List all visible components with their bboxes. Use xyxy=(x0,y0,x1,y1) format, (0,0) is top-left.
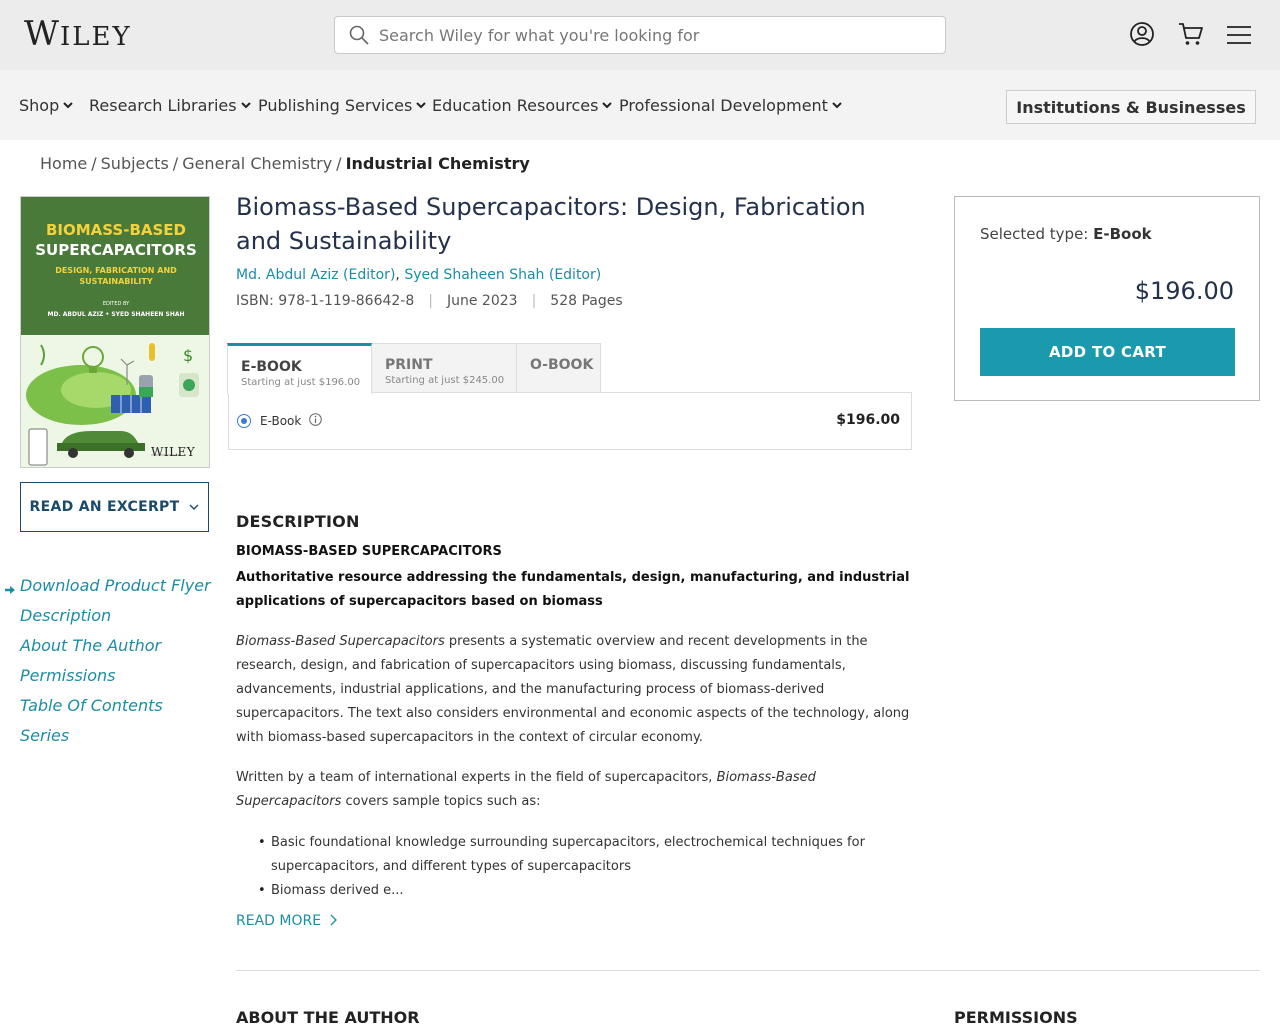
link-permissions[interactable]: Permissions xyxy=(20,666,116,685)
description-bullets xyxy=(256,831,896,903)
editor-separator: , xyxy=(395,267,400,283)
chevron-down-icon xyxy=(832,100,842,110)
description-heading: DESCRIPTION xyxy=(236,512,360,531)
user-circle-icon[interactable] xyxy=(1128,20,1156,48)
permissions-heading: PERMISSIONS xyxy=(954,1008,1078,1024)
breadcrumb-general-chemistry[interactable]: General Chemistry xyxy=(182,154,333,173)
nav-label: Publishing Services xyxy=(258,96,413,115)
chevron-down-icon xyxy=(63,100,73,110)
breadcrumb-subjects[interactable]: Subjects xyxy=(100,154,169,173)
cover-authors: MD. ABDUL AZIZ • SYED SHAHEEN SHAH xyxy=(47,311,185,318)
read-excerpt-button[interactable] xyxy=(20,482,209,532)
cover-edited-by: EDITED BY xyxy=(102,301,130,307)
hamburger-menu-icon[interactable] xyxy=(1226,20,1254,48)
breadcrumb-separator: / xyxy=(172,154,179,173)
logo-first-letter: W xyxy=(24,14,60,54)
wiley-logo[interactable] xyxy=(24,14,132,54)
side-nav-links xyxy=(20,574,211,754)
link-about-the-author[interactable]: About The Author xyxy=(20,636,162,655)
selected-type-value: E-Book xyxy=(1093,225,1152,243)
cover-title-line2: SUPERCAPACITORS xyxy=(35,241,197,259)
editor-link[interactable]: Md. Abdul Aziz (Editor) xyxy=(236,267,396,283)
tab-label: E-BOOK xyxy=(241,359,302,375)
selected-type xyxy=(980,225,1152,243)
cover-subtitle: DESIGN, FABRICATION AND SUSTAINABILITY xyxy=(55,266,177,286)
book-cover[interactable] xyxy=(20,196,210,468)
arrow-right-icon xyxy=(4,584,16,596)
main-nav xyxy=(0,70,1280,140)
chevron-down-icon xyxy=(602,100,612,110)
page-count: 528 Pages xyxy=(550,293,623,309)
chevron-down-icon xyxy=(416,100,426,110)
cover-title-line1: BIOMASS-BASED xyxy=(45,221,186,239)
isbn: ISBN: 978-1-119-86642-8 xyxy=(236,293,415,309)
section-divider xyxy=(236,970,1260,971)
breadcrumb-separator: / xyxy=(336,154,342,173)
read-more-label: READ MORE xyxy=(236,913,322,929)
paragraph-text: presents a systematic overview and recent developments in the research, design, and fabrication of supercapacitors using biomass, discussing fundamentals, advancements, industrial applications, and the manufacturing process of biomass-derived supercapacitors. The text also considers environmental and economic aspects of the technology, along with biomass-based supercapacitors in the context of circular economy. xyxy=(236,634,910,745)
cover-publisher-logo: WILEY xyxy=(151,445,196,459)
nav-label: Professional Development xyxy=(619,96,828,115)
panel-price: $196.00 xyxy=(1134,277,1234,305)
paragraph-text: covers sample topics such as: xyxy=(341,794,541,809)
format-option-price: $196.00 xyxy=(836,412,900,428)
top-bar xyxy=(0,0,1280,70)
meta-separator: | xyxy=(428,293,433,309)
svg-text:$: $ xyxy=(183,346,194,365)
about-author-heading: ABOUT THE AUTHOR xyxy=(236,1008,420,1024)
description-paragraph xyxy=(236,766,916,814)
description-paragraph xyxy=(236,630,916,750)
read-more-link[interactable] xyxy=(236,913,337,929)
description-caps-title: BIOMASS-BASED SUPERCAPACITORS xyxy=(236,544,502,559)
list-item: • Basic foundational knowledge surrounding supercapacitors, electrochemical techniques for supercapacitors, and different types of supercapacitors xyxy=(256,831,896,879)
tab-label: O-BOOK xyxy=(530,357,594,373)
cart-icon[interactable] xyxy=(1177,20,1205,48)
format-option-box xyxy=(228,392,912,450)
nav-label: Education Resources xyxy=(432,96,599,115)
chevron-down-icon xyxy=(241,100,251,110)
product-editors xyxy=(236,267,601,283)
nav-professional-development[interactable] xyxy=(619,96,842,115)
nav-label: Research Libraries xyxy=(89,96,237,115)
search-icon[interactable] xyxy=(349,25,369,45)
info-icon[interactable] xyxy=(309,413,322,426)
meta-separator: | xyxy=(531,293,537,309)
book-title-italic: Biomass-Based Supercapacitors xyxy=(236,634,445,649)
nav-education-resources[interactable] xyxy=(432,96,612,115)
breadcrumb-separator: / xyxy=(91,154,97,173)
institutions-businesses-button[interactable]: Institutions & Businesses xyxy=(1006,90,1256,124)
chevron-right-icon xyxy=(329,914,337,926)
read-excerpt-label: READ AN EXCERPT xyxy=(29,499,180,515)
link-series[interactable]: Series xyxy=(20,726,70,745)
nav-shop[interactable] xyxy=(19,96,73,115)
search-input[interactable] xyxy=(379,22,929,48)
nav-label: Shop xyxy=(19,96,60,115)
breadcrumb-home[interactable]: Home xyxy=(40,154,88,173)
chevron-down-icon xyxy=(189,503,199,511)
tab-label: PRINT xyxy=(385,357,433,373)
format-radio[interactable] xyxy=(237,414,251,428)
publication-date: June 2023 xyxy=(446,293,518,309)
add-to-cart-button[interactable]: ADD TO CART xyxy=(980,328,1235,376)
tab-print[interactable] xyxy=(371,343,517,393)
link-table-of-contents[interactable]: Table Of Contents xyxy=(20,696,163,715)
book-title-italic: Biomass-Based Supercapacitors xyxy=(236,770,816,809)
nav-publishing-services[interactable] xyxy=(258,96,426,115)
link-description[interactable]: Description xyxy=(20,606,112,625)
breadcrumb xyxy=(40,154,530,173)
paragraph-text: Written by a team of international experts in the field of supercapacitors, xyxy=(236,770,717,785)
description-lead: Authoritative resource addressing the fundamentals, design, manufacturing, and industrial applications of supercapacitors based on biomass xyxy=(236,570,910,609)
tab-e-book[interactable] xyxy=(227,343,372,394)
nav-research-libraries[interactable] xyxy=(89,96,251,115)
tab-starting-price: Starting at just $245.00 xyxy=(385,375,505,386)
list-item: • Biomass derived e... xyxy=(256,879,896,903)
purchase-panel xyxy=(954,196,1260,401)
editor-link[interactable]: Syed Shaheen Shah (Editor) xyxy=(404,267,602,283)
tab-o-book[interactable] xyxy=(516,343,601,393)
product-title: Biomass-Based Supercapacitors: Design, Fabrication and Sustainability xyxy=(236,193,866,255)
search-box xyxy=(334,16,946,54)
link-download-product-flyer[interactable]: Download Product Flyer xyxy=(20,576,211,595)
selected-type-prefix: Selected type: xyxy=(980,225,1094,243)
product-meta xyxy=(236,293,623,309)
logo-rest: ILEY xyxy=(59,22,132,52)
format-option-label: E-Book xyxy=(260,414,302,428)
tab-starting-price: Starting at just $196.00 xyxy=(241,377,361,388)
breadcrumb-current: Industrial Chemistry xyxy=(345,154,530,173)
